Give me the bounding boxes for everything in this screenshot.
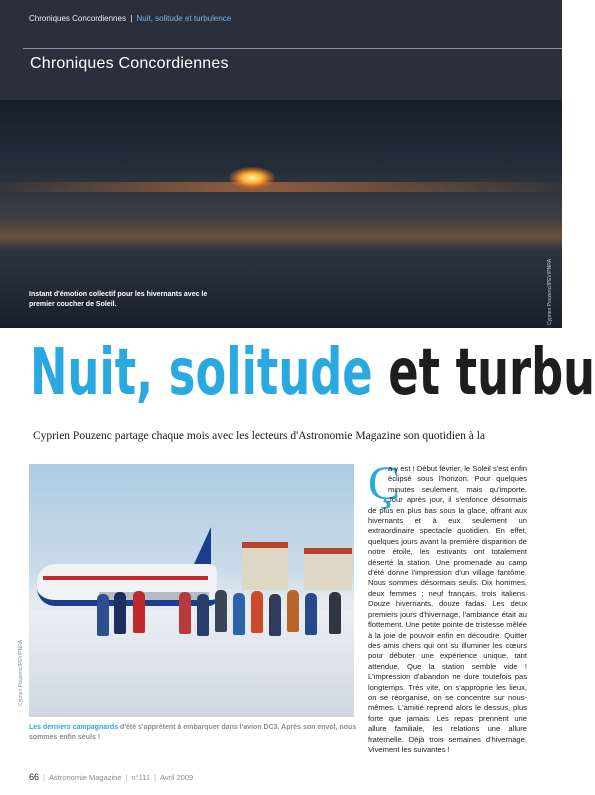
article-body — [368, 464, 527, 755]
person-figure — [269, 594, 281, 636]
section-title: Chroniques Concordiennes — [30, 55, 229, 72]
station-tower — [242, 542, 288, 590]
person-figure — [114, 592, 126, 634]
page-number: 66 — [29, 772, 40, 782]
hero-photo — [0, 100, 562, 328]
footer-separator: | — [154, 773, 156, 782]
photo-caption-text: d'été s'apprêtent à embarquer dans l'avion DC3. Après son envol, nous sommes enfin seuls ! — [29, 724, 357, 741]
article-body-text: a y est ! Début février, le Soleil s'est enfin éclipsé sous l'horizon. Pour quelques minutes seulement, mais qu'importe. Jour après jour, il s'enfonce désormais de plus en plus bas sous la glace, offrant aux hivernants et à eux seulement un extraordinaire spectacle quotidien. En effet, quelques jours avant la première disparition de notre étoile, les estivants ont totalement déserté la station. Une promenade au camp d'été donne l'impression d'un village fantôme. Nous sommes désormais seuls. Dix hommes, deux femmes ; neuf français, trois italiens. Douze hivernants, douze fadas. Les deux premiers jours d'hivernage, l'ambiance était au flottement. Une petite pointe de tristesse mêlée à la joie de pouvoir enfin en découdre. Quitter des amis chers qui ont su illuminer les cœurs pour débuter une expérience unique, tant attendue. Que la station semble vide ! L'impression d'abandon ne dure toutefois pas longtemps. Très vite, on s'approprie les lieux, on se réorganise, on se concentre sur nous-mêmes. L'amitié reprend alors le dessus, plus forte que jamais. Les repas prennent une allure familiale, les relations une allure fraternelle. Déjà trois semaines d'hivernage. Vivement les suivantes ! — [368, 464, 527, 754]
dropcap-spacer — [368, 464, 388, 504]
person-figure — [287, 590, 299, 632]
issue-date: Avril 2009 — [160, 773, 194, 782]
person-figure — [133, 591, 145, 633]
person-figure — [215, 590, 227, 632]
photo-caption-highlight: Les derniers campagnards — [29, 724, 119, 731]
footer-separator: | — [125, 773, 128, 782]
magazine-name: Astronomie Magazine — [48, 773, 122, 782]
article-lead: Cyprien Pouzenc partage chaque mois avec les lecteurs d'Astronomie Magazine son quotidien à la — [33, 430, 486, 442]
person-figure — [329, 592, 341, 634]
sunset-sun — [229, 167, 275, 189]
article-headline — [30, 336, 595, 410]
breadcrumb-separator: | — [130, 14, 133, 23]
person-figure — [305, 593, 317, 635]
drop-cap: Ç — [368, 457, 401, 510]
hero-photo-credit: Cyprien Pouzenc/IPEV/PNRA — [547, 258, 553, 325]
horizon-glow — [0, 182, 562, 192]
hero-caption: Instant d'émotion collectif pour les hivernants avec le premier coucher de Soleil. — [29, 291, 208, 308]
headline-part-dark: et turbu — [388, 336, 595, 410]
person-figure — [97, 594, 109, 636]
breadcrumb — [29, 14, 231, 23]
person-figure — [179, 592, 191, 634]
footer-separator: | — [43, 773, 45, 782]
person-figure — [197, 594, 209, 636]
station-tower — [304, 548, 352, 590]
airplane-photo — [29, 464, 354, 717]
headline-part-accent: Nuit, solitude — [30, 336, 373, 410]
photo-credit: Cyprien Pouzenc/IPEV/PNRA — [18, 639, 24, 706]
breadcrumb-current: Nuit, solitude et turbulence — [136, 14, 232, 23]
breadcrumb-section[interactable]: Chroniques Concordiennes — [29, 14, 126, 23]
plane-stripe — [43, 576, 208, 580]
issue-number: n°111 — [131, 773, 151, 782]
person-figure — [233, 593, 245, 635]
photo-caption — [29, 723, 359, 743]
page-footer — [29, 772, 193, 782]
header-divider — [23, 48, 562, 49]
header-bar — [0, 0, 562, 100]
person-figure — [251, 591, 263, 633]
